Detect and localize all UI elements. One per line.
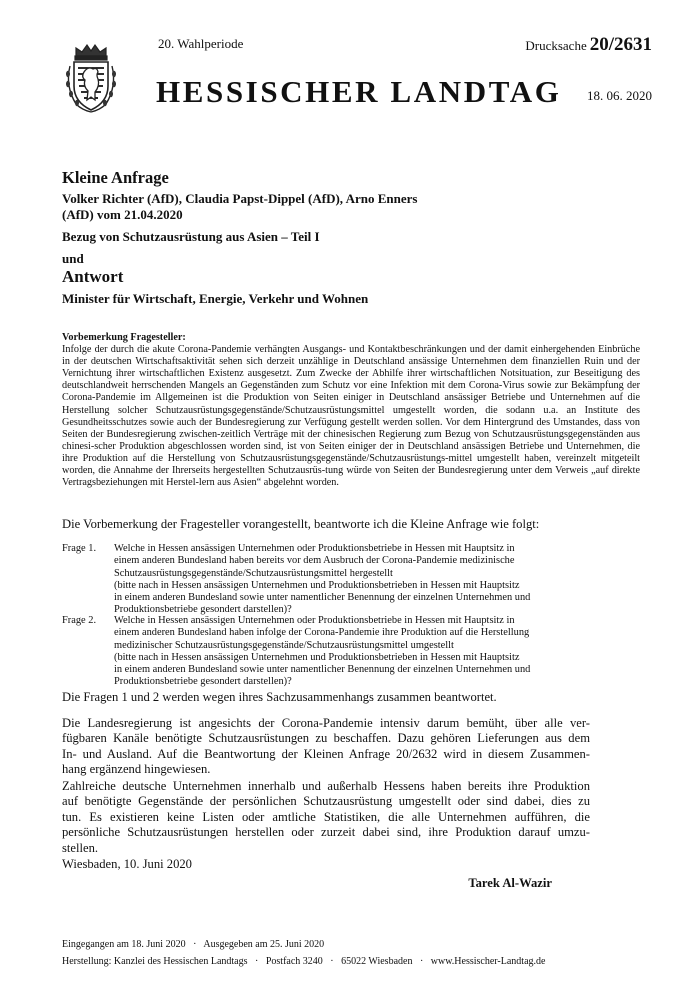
preliminary-remark — [62, 332, 640, 489]
question-line: einem anderen Bundesland haben infolge der Corona-Pandemie ihre Produktion auf die Herstellung — [114, 627, 530, 639]
question-line: (bitte nach in Hessen ansässigen Unternehmen und Produktionsbetrieben in Hessen mit Hauptsitz — [114, 651, 520, 663]
answer-line: auf benötigte Gegenstände der persönlichen Schutzausrüstung umgestellt oder sind dabei, dies zu — [62, 794, 590, 809]
document-number-label: Drucksache — [525, 38, 587, 53]
document-subject: Bezug von Schutzausrüstung aus Asien – Teil I — [62, 229, 320, 244]
footer-publisher: Herstellung: Kanzlei des Hessischen Landtags · Postfach 3240 · 65022 Wiesbaden · www.Hessischer-Landtag.de — [62, 955, 546, 967]
question-line: Welche in Hessen ansässigen Unternehmen oder Produktionsbetriebe in Hessen mit Hauptsitz in — [114, 615, 515, 626]
question-line: Produktionsbetriebe gesondert darstellen)? — [114, 676, 292, 688]
answer-line: Die Fragen 1 und 2 werden wegen ihres Sachzusammenhangs zusammen beantwortet. — [62, 690, 497, 704]
answer-paragraph — [62, 716, 590, 778]
question-line: in einem anderen Bundesland sowie unter namentlicher Benennung der einzelnen Unternehmen und — [114, 664, 531, 676]
answer-line: In- und Ausland. Auf die Beantwortung der Kleinen Anfrage 20/2632 wird in diesem Zusammen- — [62, 746, 590, 761]
question-line: Welche in Hessen ansässigen Unternehmen oder Produktionsbetriebe in Hessen mit Hauptsitz in — [114, 543, 515, 554]
answer-line: tun. Es existieren keine Listen oder amtliche Statistiken, die alle Unternehmen aufführen, die — [62, 809, 590, 824]
intro-sentence: Die Vorbemerkung der Fragesteller vorangestellt, beantworte ich die Kleine Anfrage wie folgt: — [62, 517, 540, 531]
preliminary-remark-text: Infolge der durch die akute Corona-Pandemie verhängten Ausgangs- und Kontaktbeschränkungen und der damit einhergehenden Einbrüche in der deutschen Wirtschaftsaktivität sehen sich derzeit unzählige in Deutschland ansässige Unternehmen dem finanziellen Ruin und der Vernichtung ihrer wirtschaftlichen Existenz ausgesetzt. Zum Zwecke der Abhilfe ihrer wirtschaftlichen Notsituation, zur Beseitigung des deutschlandweit herrschenden Mangels an Gegenständen zum Schutz vor eine Infektion mit dem Corona-Virus sowie zur Bekämpfung der Corona-Pandemie im Allgemeinen ist die Produktion von Seiten einiger in Deutschland ansässiger Betriebe und Unternehmen auf die Herstellung solcher Schutzausrüstungsgegenstände/Schutzausrüstungsmittel umgestellt worden, die sodann u.a. an Institute des Gesundheitsschutzes sowie auch der Bundesregierung zur Verfügung gestellt werden sollen. Vor dem Hintergrund des Umstandes, dass von Seiten der Bundesregierung zwischen-zeitlich Verträge mit der chinesischen Regierung zum Bezug von Schutzausrüstungsgegenständen aus chinesi-scher Produktion abgeschlossen worden sind, ist von Seiten einiger der in Deutschland ansässigen Betriebe und Unternehmen, die ihre Produktion auf die Herstellung von Schutzausrüstungsgegenstände/Schutzausrüstungs-mittel umgestellt haben, vereinzelt mitgeteilt worden, die Annahme der Ihrerseits hergestellten Schutzausrüs-tung würde von Seiten der Bundesregierung unter dem Verweis „auf direkte Vertragsbeziehungen mit Herstel-lern aus Asien“ abgelehnt worden. — [62, 344, 640, 489]
document-type-title: Kleine Anfrage — [62, 168, 169, 187]
answer-line: hang ergänzend hingewiesen. — [62, 762, 211, 777]
question-label: Frage 2. — [62, 615, 97, 626]
document-heading — [62, 168, 652, 307]
answer-line: stellen. — [62, 840, 99, 855]
question-line: Produktionsbetriebe gesondert darstellen)? — [114, 604, 292, 616]
minister: Minister für Wirtschaft, Energie, Verkehr und Wohnen — [62, 291, 369, 306]
footer — [62, 937, 545, 970]
answer-paragraph — [62, 779, 590, 856]
footer-dates: Eingegangen am 18. Juni 2020 · Ausgegeben am 25. Juni 2020 — [62, 939, 325, 950]
place-and-date: Wiesbaden, 10. Juni 2020 — [62, 857, 192, 871]
question-2 — [62, 615, 652, 689]
document-date: 18. 06. 2020 — [587, 88, 652, 103]
authors-line: Volker Richter (AfD), Claudia Papst-Dippel (AfD), Arno Enners — [62, 191, 418, 206]
question-line: einem anderen Bundesland haben bereits vor dem Ausbruch der Corona-Pandemie medizinische — [114, 555, 515, 567]
answer-line: fügbaren Kanäle benötigte Schutzausrüstungen zu beschaffen. Dazu gehören Lieferungen aus dem — [62, 731, 590, 746]
preliminary-remark-title: Vorbemerkung Fragesteller: — [62, 332, 186, 343]
question-text — [114, 615, 652, 689]
signer-name: Tarek Al-Wazir — [468, 876, 552, 890]
answer-line: Die Landesregierung ist angesichts der Corona-Pandemie intensiv darum bemüht, über alle ver- — [62, 716, 590, 730]
question-1 — [62, 543, 652, 617]
answer-line: Zahlreiche deutsche Unternehmen innerhalb und außerhalb Hessens haben bereits ihre Produktion — [62, 779, 590, 793]
parliament-name: HESSISCHER LANDTAG — [156, 74, 562, 109]
question-line: in einem anderen Bundesland sowie unter namentlicher Benennung der einzelnen Unternehmen und — [114, 592, 531, 604]
document-number-value: 20/2631 — [589, 34, 652, 55]
conjunction: und — [62, 251, 84, 266]
question-line: medizinischer Schutzausrüstungsgegenstände/Schutzausrüstungsmittel umgestellt — [114, 639, 454, 651]
answer-title: Antwort — [62, 267, 124, 286]
answer-paragraph — [62, 690, 590, 705]
authors — [62, 191, 652, 223]
authors-line: (AfD) vom 21.04.2020 — [62, 207, 183, 222]
question-text — [114, 543, 652, 617]
document-number — [525, 34, 652, 56]
answer-line: persönliche Schutzausrüstungen herstellen oder zurzeit dabei sind, ihre Produktion darauf umzu- — [62, 825, 590, 840]
question-line: Schutzausrüstungsgegenstände/Schutzausrüstungsmittel hergestellt — [114, 567, 393, 579]
legislative-period: 20. Wahlperiode — [158, 36, 244, 51]
hesse-coat-of-arms-icon — [62, 42, 120, 114]
question-label: Frage 1. — [62, 543, 97, 554]
question-line: (bitte nach in Hessen ansässigen Unternehmen und Produktionsbetrieben in Hessen mit Hauptsitz — [114, 579, 520, 591]
